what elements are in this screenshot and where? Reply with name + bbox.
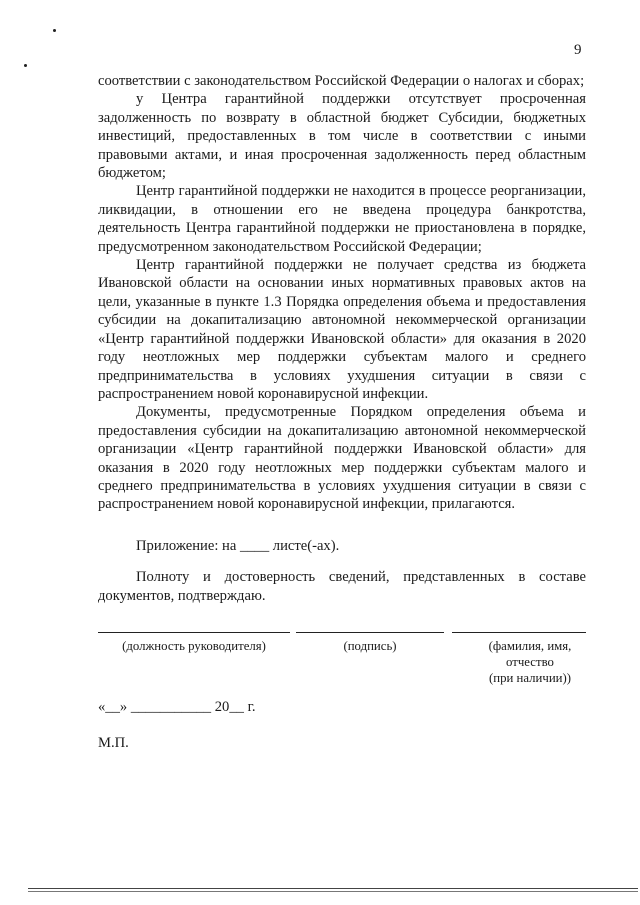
signature-line bbox=[296, 632, 444, 633]
signature-label: (подпись) bbox=[343, 639, 397, 653]
paragraph-documents-attached: Документы, предусмотренные Порядком определения объема и предоставления субсидии на докапитализацию автономной некоммерческой организации «Центр гарантийной поддержки Ивановской области» для оказания в 2020 году неотложных мер поддержки субъектам малого и среднего предпринимательства в условиях ухудшения ситуации в связи с распространением новой коронавирусной инфекции, прилагаются. bbox=[98, 404, 586, 513]
name-label-line-1: (фамилия, имя, bbox=[488, 639, 572, 653]
paragraph-no-other-funds: Центр гарантийной поддержки не получает средства из бюджета Ивановской области на основании иных нормативных правовых актов на цели, указанные в пункте 1.3 Порядка определения объема и предоставления субсидии на докапитализацию автономной некоммерческой организации «Центр гарантийной поддержки Ивановской области» для оказания в 2020 году неотложных мер поддержки субъектам малого и среднего предпринимательства в условиях ухудшения ситуации в связи с распространением новой коронавирусной инфекции. bbox=[98, 257, 586, 402]
scan-bottom-edge bbox=[28, 888, 638, 889]
position-signature-line bbox=[98, 632, 290, 633]
scan-dot bbox=[53, 29, 56, 32]
page-number: 9 bbox=[574, 42, 582, 58]
paragraph-tax-compliance: соответствии с законодательством Российской Федерации о налогах и сборах; bbox=[98, 73, 585, 89]
confirmation-statement: Полноту и достоверность сведений, представленных в составе документов, подтверждаю. bbox=[98, 569, 586, 604]
name-label-line-3: (при наличии)) bbox=[488, 671, 572, 685]
name-label bbox=[460, 638, 600, 686]
paragraph-no-debt: у Центра гарантийной поддержки отсутствует просроченная задолженность по возврату в областной бюджет Субсидии, бюджетных инвестиций, предоставленных в том числе в соответствии с иными правовыми актами, и иная просроченная задолженность перед областным бюджетом; bbox=[98, 91, 586, 182]
appendix-line bbox=[98, 537, 586, 555]
scan-dot bbox=[24, 64, 27, 67]
appendix-text: Приложение: на ____ листе(-ах). bbox=[136, 538, 340, 554]
name-label-line-2: отчество bbox=[506, 655, 554, 669]
stamp-placeholder: М.П. bbox=[98, 735, 129, 751]
document-body bbox=[98, 72, 586, 514]
name-signature-line bbox=[452, 632, 586, 633]
paragraph-no-reorganization: Центр гарантийной поддержки не находится в процессе реорганизации, ликвидации, в отношении его не введена процедура банкротства, деятельность Центра гарантийной поддержки не приостановлена в порядке, предусмотренном законодательством Российской Федерации; bbox=[98, 183, 586, 255]
position-label: (должность руководителя) bbox=[122, 639, 266, 653]
date-line: «__» ___________ 20__ г. bbox=[98, 699, 256, 715]
scan-bottom-edge bbox=[28, 891, 638, 892]
